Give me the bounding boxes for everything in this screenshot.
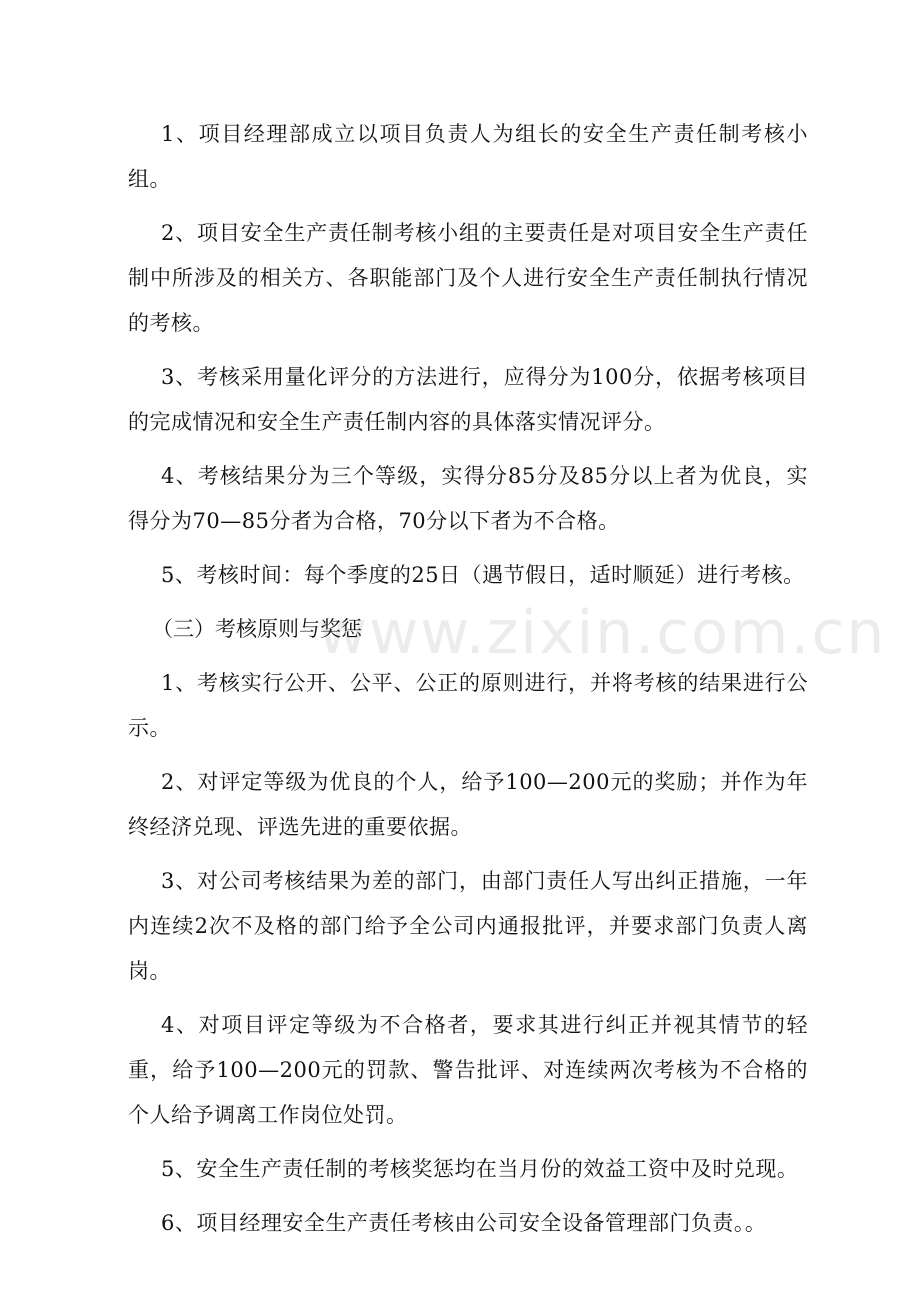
section-heading: （三）考核原则与奖惩 [152, 617, 362, 641]
section-paragraph-6: 6、项目经理安全生产责任考核由公司安全设备管理部门负责。。 [161, 1211, 767, 1235]
section-paragraph-1: 1、考核实行公开、公平、公正的原则进行，并将考核的结果进行公示。 [128, 671, 808, 740]
document-body [128, 112, 808, 1255]
section-paragraph-3: 3、对公司考核结果为差的部门，由部门责任人写出纠正措施，一年内连续2次不及格的部门给予全公司内通报批评，并要求部门负责人离岗。 [128, 869, 808, 983]
paragraph-2: 2、项目安全生产责任制考核小组的主要责任是对项目安全生产责任制中所涉及的相关方、各职能部门及个人进行安全生产责任制执行情况的考核。 [128, 221, 808, 335]
watermark: www.zixin.com.cn [318, 598, 887, 668]
paragraph-3: 3、考核采用量化评分的方法进行，应得分为100分，依据考核项目的完成情况和安全生产责任制内容的具体落实情况评分。 [128, 365, 808, 434]
paragraph-1: 1、项目经理部成立以项目负责人为组长的安全生产责任制考核小组。 [128, 122, 808, 191]
paragraph-5: 5、考核时间：每个季度的25日（遇节假日，适时顺延）进行考核。 [161, 563, 805, 587]
section-paragraph-5: 5、安全生产责任制的考核奖惩均在当月份的效益工资中及时兑现。 [161, 1157, 799, 1181]
section-paragraph-2: 2、对评定等级为优良的个人，给予100—200元的奖励；并作为年终经济兑现、评选先进的重要依据。 [128, 770, 808, 839]
section-paragraph-4: 4、对项目评定等级为不合格者，要求其进行纠正并视其情节的轻重，给予100—200元的罚款、警告批评、对连续两次考核为不合格的个人给予调离工作岗位处罚。 [128, 1013, 808, 1127]
paragraph-4: 4、考核结果分为三个等级，实得分85分及85分以上者为优良，实得分为70—85分者为合格，70分以下者为不合格。 [128, 464, 808, 533]
